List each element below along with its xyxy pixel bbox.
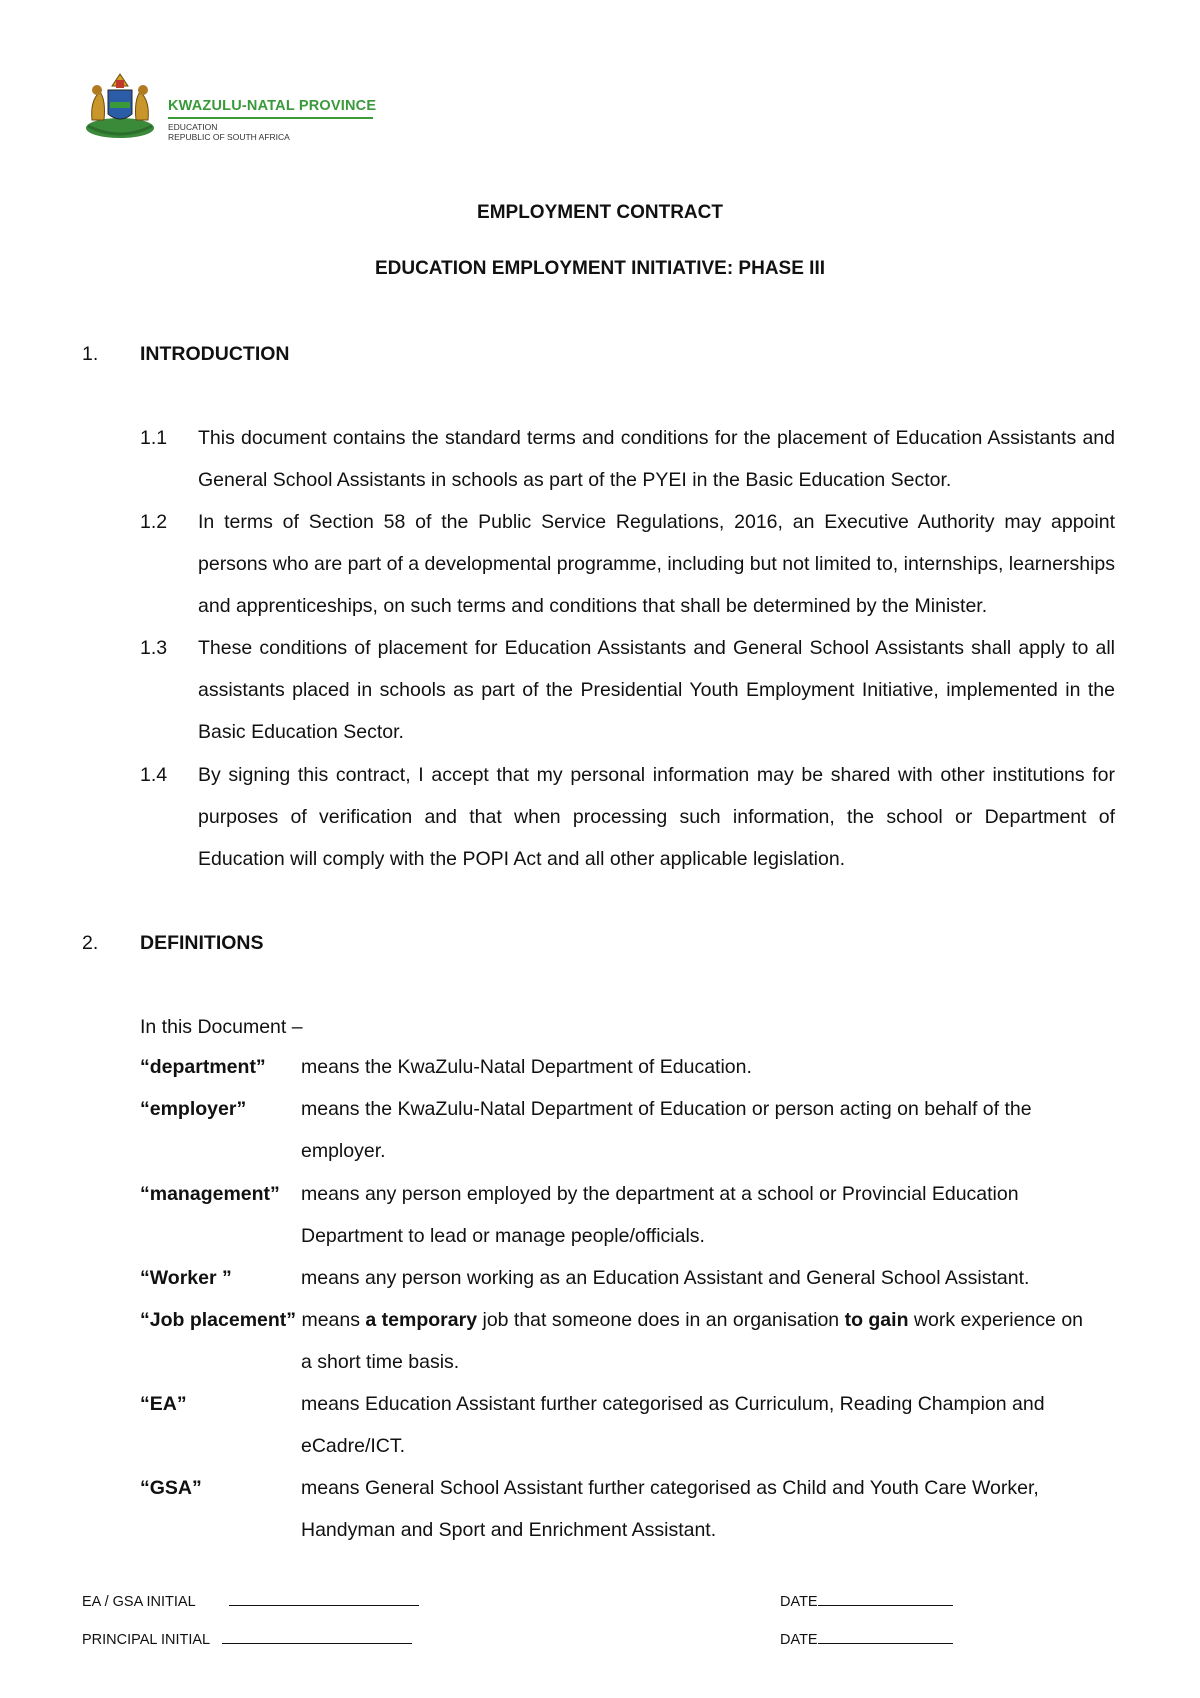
coat-of-arms-icon [80,70,160,142]
definition-text: means any person working as an Education Assistant and General School Assistant. [301,1267,1030,1289]
definition-term: “department” [140,1056,266,1078]
principal-initial-field[interactable] [222,1630,412,1644]
definition-management [140,1173,1115,1257]
date-field-1[interactable] [818,1592,953,1606]
date-label: DATE [780,1594,818,1610]
definition-department [140,1046,1115,1088]
emphasis-run: a temporary [365,1309,478,1331]
emphasis-run: to gain [844,1309,909,1331]
ea-initial-field[interactable] [229,1592,419,1606]
clause-number: 1.3 [140,637,168,659]
definition-text: means the KwaZulu-Natal Department of Education. [301,1056,752,1078]
definition-term: “GSA” [140,1477,202,1499]
clause-number: 1.2 [140,511,168,533]
ea-initial-row [82,1592,419,1610]
clause-1-4 [140,754,1115,880]
document-title: EMPLOYMENT CONTRACT [477,202,723,223]
logo-divider [168,117,373,119]
section-2-title: DEFINITIONS [140,932,264,954]
department-logo [80,70,380,150]
definition-text: means any person employed by the department at a school or Provincial Education Department to lead or manage people/officials. [301,1183,1019,1247]
province-name: KWAZULU-NATAL PROVINCE [168,98,377,114]
clause-text: In terms of Section 58 of the Public Service Regulations, 2016, an Executive Authority may appoint persons who are part of a developmental programme, including but not limited to, internships, learnerships and apprenticeships, on such terms and conditions that shall be determined by the Minister. [198,511,1115,617]
definitions-intro: In this Document – [140,1016,303,1038]
date-label: DATE [780,1632,818,1648]
text-run: a short time basis. [301,1351,460,1373]
text-run: means [296,1309,366,1331]
document-subtitle: EDUCATION EMPLOYMENT INITIATIVE: PHASE III [374,258,826,279]
date-row-1 [780,1592,953,1610]
definition-employer [140,1088,1115,1172]
country-name: REPUBLIC OF SOUTH AFRICA [168,132,290,142]
department-name: EDUCATION [168,122,218,132]
definition-ea [140,1383,1115,1467]
definition-term: “employer” [140,1098,247,1120]
definition-gsa [140,1467,1115,1551]
clause-1-2 [140,501,1115,627]
definition-text [140,1299,1115,1383]
definition-term: “Worker ” [140,1267,232,1289]
definition-job-placement [140,1299,1115,1383]
clause-number: 1.4 [140,764,168,786]
clause-1-3 [140,627,1115,753]
date-row-2 [780,1630,953,1648]
definition-text: means Education Assistant further categorised as Curriculum, Reading Champion and eCadre/ICT. [301,1393,1045,1457]
definition-term: “Job placement” [140,1309,297,1331]
clause-text: This document contains the standard terms and conditions for the placement of Education Assistants and General School Assistants in schools as part of the PYEI in the Basic Education Sector. [198,427,1115,491]
section-1-number: 1. [82,343,99,365]
clause-text: By signing this contract, I accept that my personal information may be shared with other institutions for purposes of verification and that when processing such information, the school or Department of Education will comply with the POPI Act and all other applicable legislation. [198,764,1115,870]
date-field-2[interactable] [818,1630,953,1644]
ea-initial-label: EA / GSA INITIAL [82,1594,196,1610]
principal-initial-label: PRINCIPAL INITIAL [82,1632,210,1648]
text-run: job that someone does in an organisation [477,1309,845,1331]
definition-text: means the KwaZulu-Natal Department of Education or person acting on behalf of the employer. [301,1098,1032,1162]
section-1-title: INTRODUCTION [140,343,290,365]
definition-term: “EA” [140,1393,187,1415]
text-run: work experience on [908,1309,1084,1331]
section-2-number: 2. [82,932,99,954]
principal-initial-row [82,1630,412,1648]
clause-number: 1.1 [140,427,168,449]
definition-text: means General School Assistant further categorised as Child and Youth Care Worker, Handyman and Sport and Enrichment Assistant. [301,1477,1039,1541]
definition-term: “management” [140,1183,280,1205]
definition-worker [140,1257,1115,1299]
clause-1-1 [140,417,1115,501]
clause-text: These conditions of placement for Education Assistants and General School Assistants shall apply to all assistants placed in schools as part of the Presidential Youth Employment Initiative, implemented in the Basic Education Sector. [198,637,1115,743]
